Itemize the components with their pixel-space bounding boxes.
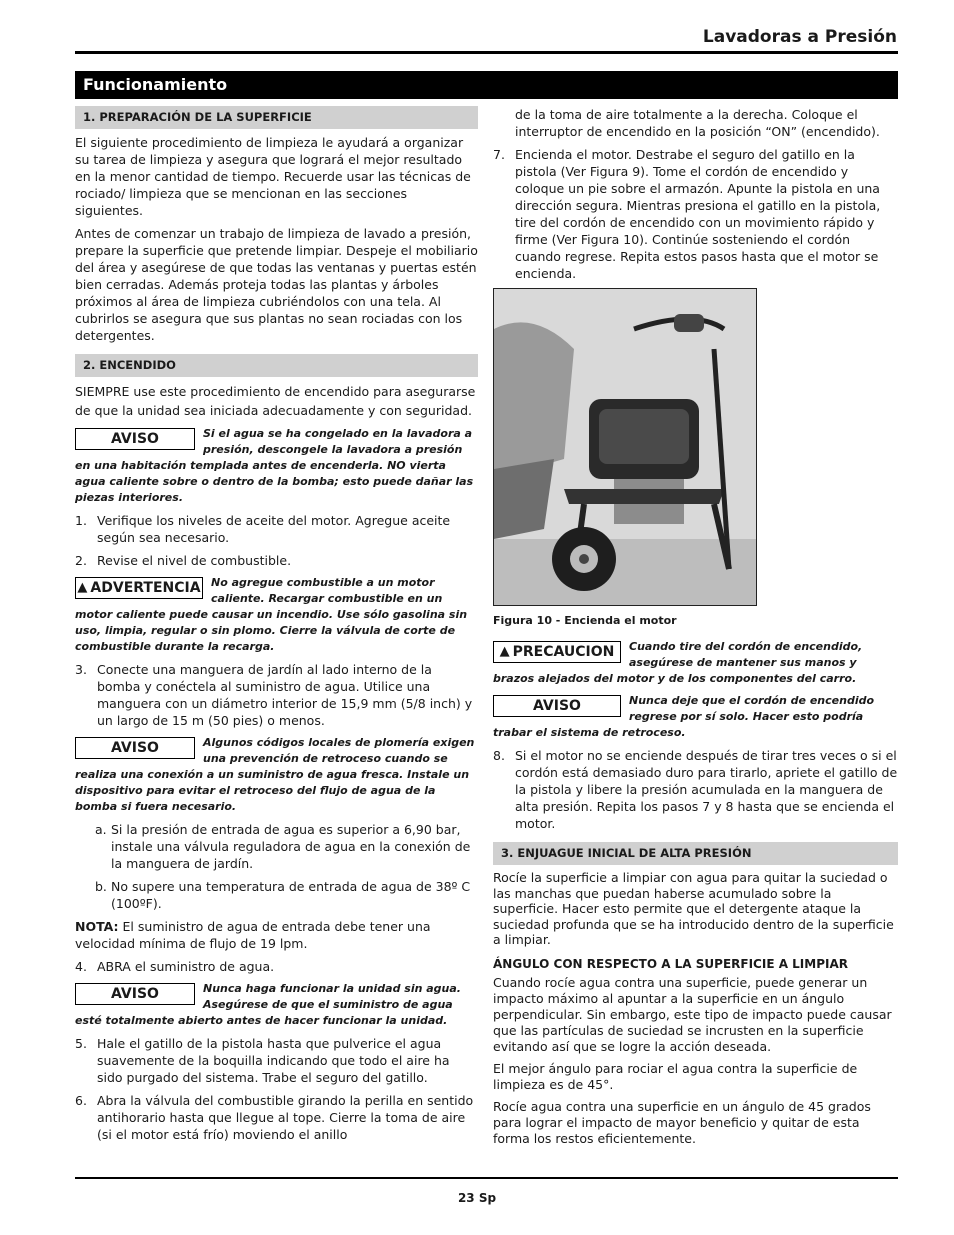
step-text: Verifique los niveles de aceite del motor. Agregue aceite según sea necesario. [97,513,451,545]
paragraph: Rocíe agua contra una superficie en un ángulo de 45 grados para lograr el impacto de mayor beneficio y quitar de esta forma los restos eficientemente. [493,1098,871,1146]
warning-triangle-icon: ▲ [499,644,510,659]
step-text: Encienda el motor. Destrabe el seguro del gatillo en la pistola (Ver Figura 9). Tome el cordón de encendido y coloque un pie sobre el armazón. Apunte la pistola en una dirección segura. Mientras presiona el gatillo en la pistola, tire del cordón de encendido con un movimiento rápido y firme (Ver Figura 10). Continúe sosteniendo el cordón cuando regrese. Repita estos pasos hasta que el motor se encienda. [515,147,881,281]
paragraph: SIEMPRE use este procedimiento de encendido para asegurarse de que la unidad sea iniciada adecuadamente y con seguridad. [75,384,476,418]
left-column [75,106,478,1149]
warning-triangle-icon: ▲ [77,580,88,595]
warning-label: ADVERTENCIA [90,580,201,596]
figure-caption: Figura 10 - Encienda el motor [493,614,677,627]
paragraph: Antes de comenzar un trabajo de limpieza de lavado a presión, prepare la superficie que pretende limpiar. Despeje el mobiliario del área y asegúrese de que todas las ventanas y puertas estén bien cerradas. Además proteja todas las plantas y árboles próximos al área de limpieza cubriéndolos con una tela. Al cubrirlos se asegura que sus plantas no sean rociadas con los detergentes. [75,226,478,343]
notice-label: AVISO [75,428,195,450]
list-item [75,1035,478,1086]
subheading-surface-prep: 1. PREPARACIÓN DE LA SUPERFICIE [75,106,478,129]
notice-text: Nunca deje que el cordón de encendido regrese por sí solo. Hacer esto podría trabar el sistema de retroceso. [493,694,875,739]
step-number: a. [95,822,107,837]
header-title: Lavadoras a Presión [702,27,897,47]
step-number: 7. [493,147,505,162]
step-number: 2. [75,553,87,568]
caution-label: PRECAUCION [512,644,615,660]
warning-label-box [75,577,203,599]
header-rule [75,51,898,54]
caution-block [493,639,898,687]
paragraph: Cuando rocíe agua contra una superficie, puede generar un impacto máximo al apuntar a la superficie en un ángulo perpendicular. Sin embargo, este tipo de impacto puede causar que las partículas de suciedad se incrusten en la superficie evitando así que se logre la acción deseada. [493,974,892,1054]
notice-text: Si el agua se ha congelado en la lavadora a presión, descongele la lavadora a presión en una habitación templada antes de encenderla. NO vierta agua caliente sobre o dentro de la bomba; esto puede dañar las piezas interiores. [75,427,474,504]
step-text: Si la presión de entrada de agua es superior a 6,90 bar, instale una válvula reguladora de agua en la conexión de la manguera de jardín. [111,822,471,871]
step-text: Conecte una manguera de jardín al lado interno de la bomba y conéctela al suministro de agua. Utilice una manguera con un diámetro interior de 15,9 mm (5/8 inch) y un largo de 15 m (50 pies) o menos. [97,662,473,728]
step-number: 8. [493,748,505,763]
step-text: No supere una temperatura de entrada de agua de 38º C (100ºF). [111,879,471,911]
step-number: 1. [75,513,87,528]
subheading-startup: 2. ENCENDIDO [75,354,478,377]
notice-label: AVISO [493,695,621,717]
list-item [75,512,478,546]
section-title: Funcionamiento [75,71,898,99]
notice-block [493,693,898,741]
note-paragraph [75,918,478,952]
list-item [75,552,478,569]
right-column [493,106,898,1153]
notice-block [75,735,478,815]
step-number: 3. [75,662,87,677]
page-number: 23 Sp [457,1191,497,1205]
paragraph: El siguiente procedimiento de limpieza le ayudará a organizar su tarea de limpieza y asegura que logrará el mejor resultado en la menor cantidad de tiempo. Recuerde usar las técnicas de rociado/ limpieza que se mencionan en las secciones siguientes. [75,135,471,218]
step-text: ABRA el suministro de agua. [97,959,275,974]
list-item [75,661,478,729]
notice-block [75,981,478,1029]
step-text: Hale el gatillo de la pistola hasta que pulverice el agua suavemente de la boquilla indicando que todo el aire ha sido purgado del sistema. Trabe el seguro del gatillo. [97,1036,450,1085]
caution-text: Cuando tire del cordón de encendido, asegúrese de mantener sus manos y brazos alejados del motor y de los componentes del carro. [493,640,863,685]
footer-rule [75,1177,898,1179]
notice-label: AVISO [75,983,195,1005]
caution-label-box [493,641,621,663]
paragraph-heading: ÁNGULO CON RESPECTO A LA SUPERFICIE A LIMPIAR [493,956,849,971]
step-text: Abra la válvula del combustible girando la perilla en sentido antihorario hasta que llegue al tope. Cierre la toma de aire (si el motor está frío) moviendo el anillo [97,1093,474,1142]
notice-text: Nunca haga funcionar la unidad sin agua. Asegúrese de que el suministro de agua esté totalmente abierto antes de hacer funcionar la unidad. [75,982,461,1027]
list-item [75,821,478,872]
step-number: 5. [75,1036,87,1051]
list-item [75,958,478,975]
list-item [75,1092,478,1143]
step-text: Si el motor no se enciende después de tirar tres veces o si el cordón está demasiado duro para tirarlo, apriete el gatillo de la pistola y libere la presión acumulada en la manguera de alta presión. Repita los pasos 7 y 8 hasta que se encienda el motor. [515,748,898,831]
figure-photo [493,288,757,606]
pressure-washer-photo [494,289,756,605]
note-text: El suministro de agua de entrada debe tener una velocidad mínima de flujo de 19 lpm. [75,919,431,951]
note-label: NOTA: [75,919,119,934]
paragraph: Rocíe la superficie a limpiar con agua para quitar la suciedad o las manchas que puedan haberse acumulado sobre la superficie. Hacer esto permite que el detergente ataque la suciedad profunda que se ha introducido dentro de la superficie a limpiar. [493,870,894,947]
paragraph: El mejor ángulo para rociar el agua contra la superficie de limpieza es de 45°. [493,1060,858,1092]
warning-text: No agregue combustible a un motor caliente. Recargar combustible en un motor caliente puede causar un incendio. Use sólo gasolina sin uso, limpia, regular o sin plomo. Cierre la válvula de corte de combustible durante la recarga. [75,576,468,653]
notice-label: AVISO [75,737,195,759]
notice-block [75,426,478,506]
warning-block [75,575,478,655]
list-item [493,747,898,832]
paragraph: de la toma de aire totalmente a la derecha. Coloque el interruptor de encendido en la posición “ON” (encendido). [515,107,880,139]
step-number: b. [95,879,107,894]
step-number: 6. [75,1093,87,1108]
step-number: 4. [75,959,87,974]
step-text: Revise el nivel de combustible. [97,553,292,568]
subheading-initial-rinse: 3. ENJUAGUE INICIAL DE ALTA PRESIÓN [493,842,898,865]
list-item [493,146,898,282]
list-item [75,878,478,912]
notice-text: Algunos códigos locales de plomería exigen una prevención de retroceso cuando se realiza una conexión a un suministro de agua fresca. Instale un dispositivo para evitar el retroceso del flujo de agua de la bomba si fuera necesario. [75,736,475,813]
